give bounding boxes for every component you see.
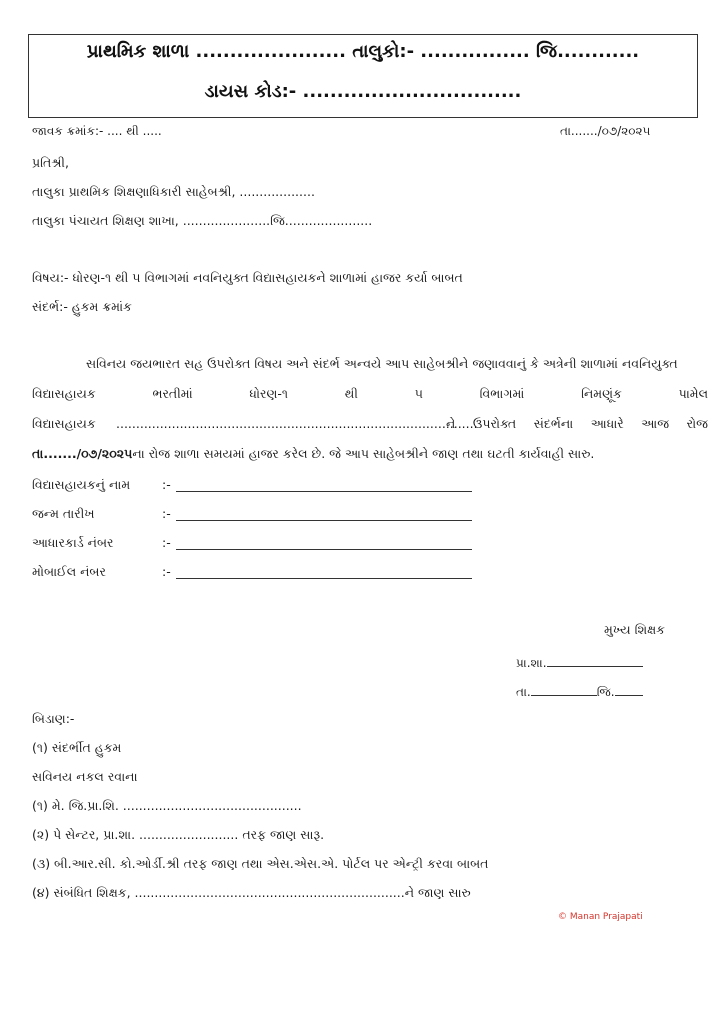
taluka-blank[interactable] — [531, 683, 597, 696]
watermark: © Manan Prajapati — [558, 912, 643, 922]
signature-place — [516, 683, 643, 700]
field-line-name[interactable] — [176, 476, 472, 492]
body-word: ૫ — [414, 386, 423, 401]
signature-school — [516, 654, 643, 671]
salutation: પ્રતિશ્રી, — [32, 155, 69, 170]
body-word: વિભાગમાં — [479, 386, 525, 401]
field-line-dob[interactable] — [176, 505, 472, 521]
body-word: પામેલ — [678, 386, 709, 401]
signatory-title: મુખ્ય શિક્ષક — [604, 622, 665, 637]
addressee-line-1: તાલુકા પ્રાથમિક શિક્ષણાધિકારી સાહેબશ્રી, ................... — [32, 184, 315, 199]
school-prefix: પ્રા.શા. — [516, 656, 547, 670]
field-sep: :- — [162, 477, 171, 492]
addressee-line-2: તાલુકા પંચાયત શિક્ષણ શાખા, ......................જિ...................... — [32, 213, 373, 228]
field-sep: :- — [162, 535, 171, 550]
district-blank[interactable] — [615, 683, 643, 696]
reference-line: સંદર્ભ:- હુકમ ક્રમાંક — [32, 299, 132, 314]
subject-line: વિષય:- ધોરણ-૧ થી ૫ વિભાગમાં નવનિયુક્ત વિદ્યાસહાયકને શાળામાં હાજર કર્યા બાબત — [32, 270, 463, 285]
copy-item: (૨) પે સેન્ટર, પ્રા.શા. ......................... તરફ જાણ સારૂ. — [32, 827, 325, 842]
field-label-mobile: મોબાઈલ નંબર — [32, 564, 106, 579]
body-line-3-right: ને ઉપરોક્ત સંદર્ભના આધારે આજ રોજ — [446, 416, 708, 431]
field-sep: :- — [162, 506, 171, 521]
field-label-aadhaar: આધારકાર્ડ નંબર — [32, 535, 114, 550]
body-line-4 — [32, 446, 594, 462]
field-line-aadhaar[interactable] — [176, 534, 472, 550]
school-blank[interactable] — [547, 654, 643, 667]
header-box — [28, 34, 698, 118]
district-prefix: જિ. — [596, 685, 615, 699]
copy-item: (૩) બી.આર.સી. કો.ઓર્ડી.શ્રી તરફ જાણ તથા એસ.એસ.એ. પોર્ટલ પર એન્ટ્રી કરવા બાબત — [32, 856, 489, 871]
body-line-3-left: વિદ્યાસહાયક — [32, 416, 96, 431]
body-line-4-text: ના રોજ શાળા સમયમાં હાજર કરેલ છે. જે આપ સાહેબશ્રીને જાણ તથા ઘટતી કાર્યવાહી સારુ. — [132, 446, 595, 461]
taluka-prefix: તા. — [516, 685, 531, 699]
joining-date: તા......./૦૭/૨૦૨૫ — [32, 446, 133, 461]
copy-item: (૪) સંબંધિત શિક્ષક, ....................................................................ને જાણ સારુ — [32, 885, 471, 900]
field-label-name: વિદ્યાસહાયકનું નામ — [32, 477, 131, 492]
body-word: નિમણૂંક — [581, 386, 622, 401]
body-word: ભરતીમાં — [152, 386, 193, 401]
field-line-mobile[interactable] — [176, 563, 472, 579]
copy-item: (૧) મે. જિ.પ્રા.શિ. ............................................. — [32, 798, 302, 813]
body-line-2 — [32, 386, 708, 402]
copy-heading: સવિનય નકલ રવાના — [32, 769, 138, 784]
field-sep: :- — [162, 564, 171, 579]
body-line-1: સવિનય જયભારત સહ ઉપરોક્ત વિષય અને સંદર્ભ અન્વયે આપ સાહેબશ્રીને જણાવવાનું કે અત્રેની શાળામાં નવનિયુક્ત — [86, 356, 678, 371]
dise-code-line: ડાયસ કોડ:- ................................ — [204, 81, 522, 102]
body-word: ધોરણ-૧ — [249, 386, 289, 401]
field-label-dob: જન્મ તારીખ — [32, 506, 95, 521]
enclosure-item-1: (૧) સંદર્ભીત હુકમ — [32, 740, 122, 755]
letter-date: તા......./૦૭/૨૦૨૫ — [560, 124, 651, 138]
body-word: વિદ્યાસહાયક — [32, 386, 96, 401]
body-word: થી — [344, 386, 358, 401]
enclosure-heading: બિડાણ:- — [32, 711, 75, 726]
outward-number: જાવક ક્રમાંક:- .... થી ..... — [32, 124, 162, 138]
body-line-3-dots: ........................................................................................... — [116, 416, 478, 431]
school-header-line: પ્રાથમિક શાળા ...................... તાલુકો:- ................ જિ............ — [86, 41, 640, 62]
